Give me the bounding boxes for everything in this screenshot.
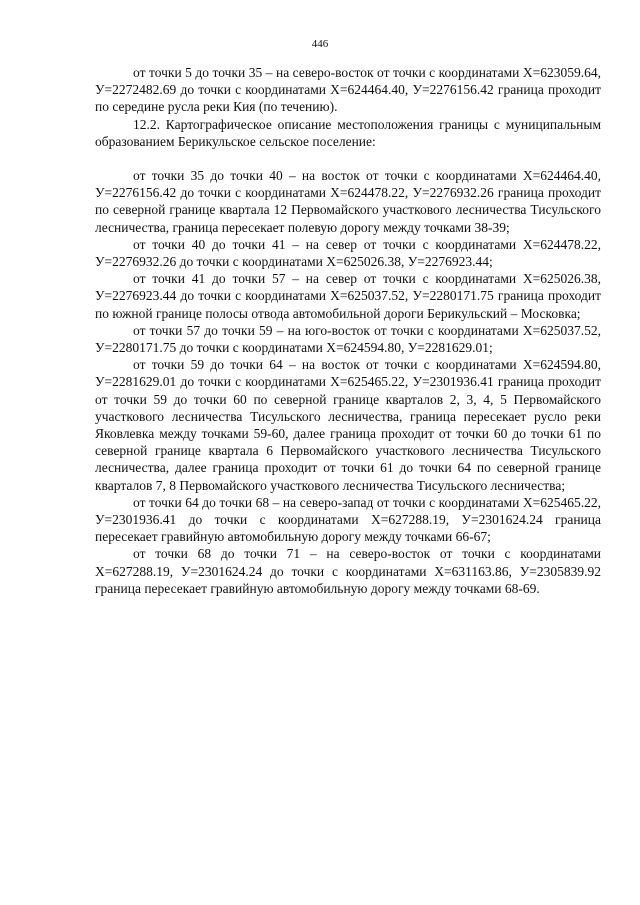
paragraph-boundary-64-68: от точки 64 до точки 68 – на северо-запад от точки с координатами Х=625465.22, У=2301936.41 до точки с координатами Х=627288.19, У=2301624.24 граница пересекает гравийную автомобильную дорогу между точками 66-67; <box>95 494 601 545</box>
section-heading-12-2: 12.2. Картографическое описание местоположения границы с муниципальным образованием Берикульское сельское поселение: <box>95 116 601 149</box>
page-number: 446 <box>311 38 329 50</box>
document-body <box>95 64 601 597</box>
paragraph-boundary-35-40: от точки 35 до точки 40 – на восток от точки с координатами Х=624464.40, У=2276156.42 до точки с координатами Х=624478.22, У=2276932.26 граница проходит по северной границе квартала 12 Первомайского участкового лесничества Тисульского лесничества, граница пересекает полевую дорогу между точками 38-39; <box>95 168 601 235</box>
paragraph-boundary-5-35: от точки 5 до точки 35 – на северо-восток от точки с координатами Х=623059.64, У=2272482.69 до точки с координатами Х=624464.40, У=2276156.42 граница проходит по середине русла реки Кия (по течению). <box>95 65 601 115</box>
paragraph-boundary-68-71: от точки 68 до точки 71 – на северо-восток от точки с координатами Х=627288.19, У=2301624.24 до точки с координатами Х=631163.86, У=2305839.92 граница пересекает гравийную автомобильную дорогу между точками 68-69. <box>95 546 601 596</box>
paragraph-boundary-57-59: от точки 57 до точки 59 – на юго-восток от точки с координатами Х=625037.52, У=2280171.75 до точки с координатами Х=624594.80, У=2281629.01; <box>95 322 601 356</box>
paragraph-boundary-41-57: от точки 41 до точки 57 – на север от точки с координатами Х=625026.38, У=2276923.44 до точки с координатами Х=625037.52, У=2280171.75 граница проходит по южной границе полосы отвода автомобильной дороги Берикульский – Московка; <box>95 271 601 321</box>
paragraph-boundary-59-64: от точки 59 до точки 64 – на восток от точки с координатами Х=624594.80, У=2281629.01 до точки с координатами Х=625465.22, У=2301936.41 граница проходит от точки 59 до точки 60 по северной границе кварталов 2, 3, 4, 5 Первомайского участкового лесничества Тисульского лесничества, граница пересекает русло реки Яковлевка между точками 59-60, далее граница проходит от точки 60 до точки 61 по северной границе квартала 6 Первомайского участкового лесничества Тисульского лесничества, далее граница проходит от точки 61 до точки 64 по северной границе кварталов 7, 8 Первомайского участкового лесничества Тисульского лесничества; <box>95 357 601 493</box>
paragraph-boundary-40-41: от точки 40 до точки 41 – на север от точки с координатами Х=624478.22, У=2276932.26 до точки с координатами Х=625026.38, У=2276923.44; <box>95 236 601 270</box>
